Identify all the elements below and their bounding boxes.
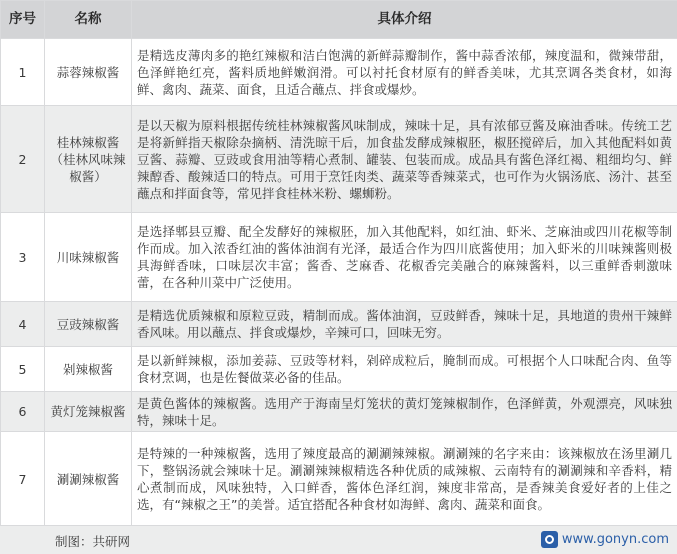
row-description: 是特辣的一种辣椒酱，选用了辣度最高的涮涮辣辣椒。涮涮辣的名字来由：该辣椒放在汤里涮几下，整锅汤就会辣味十足。涮涮辣辣椒精选各种优质的咸辣椒、云南特有的涮涮辣和辛香料，精心煮制而成，风味独特，入口鲜香，酱体色泽红润，辣度非常高，是香辣美食爱好者的上佳之选，有“辣椒之王”的美誉。适宜搭配各种食材如海鲜、禽肉、蔬菜和面食。 <box>132 432 677 527</box>
row-index: 1 <box>1 39 45 106</box>
row-description: 是黄色酱体的辣椒酱。选用产于海南呈灯笼状的黄灯笼辣椒制作，色泽鲜黄，外观漂亮，风味独特，辣味十足。 <box>132 392 677 432</box>
row-name: 桂林辣椒酱（桂林风味辣椒酱） <box>45 106 132 213</box>
row-index: 2 <box>1 106 45 213</box>
row-name: 黄灯笼辣椒酱 <box>45 392 132 432</box>
table-row <box>1 347 677 392</box>
row-description: 是选择郫县豆瓣、配全发酵好的辣椒胚，加入其他配料，如红油、虾米、芝麻油或四川花椒等制作而成。加入浓香红油的酱体油润有光泽，最适合作为四川底酱使用；加入虾米的川味辣酱则极具海鲜香味，口味层次丰富；酱香、芝麻香、花椒香完美融合的麻辣酱料，以三重鲜香刺激味蕾，在各种川菜中广泛使用。 <box>132 213 677 302</box>
header-name: 名称 <box>45 1 132 39</box>
row-name: 豆豉辣椒酱 <box>45 302 132 347</box>
table-row <box>1 392 677 432</box>
row-description: 是以天椒为原料根据传统桂林辣椒酱风味制成，辣味十足，具有浓郁豆酱及麻油香味。传统工艺是将新鲜指天椒除杂摘柄、清洗晾干后，加食盐发酵成辣椒胚，椒胚搅碎后，加入其他配料如黄豆酱、蒜瓣、豆豉或食用油等精心煮制、罐装、包装而成。成品具有酱色泽红褐、粗细均匀、鲜辣醇香、酸辣适口的特点。可用于烹饪肉类、蔬菜等香辣菜式，也可作为火锅汤底、汤汁、甚至蘸点和拌面食等，常见拌食桂林米粉、螺蛳粉。 <box>132 106 677 213</box>
row-description: 是精选皮薄肉多的艳红辣椒和洁白饱满的新鲜蒜瓣制作，酱中蒜香浓郁，辣度温和，微辣带甜，色泽鲜艳红亮，酱料质地鲜嫩润滑。可以衬托食材原有的鲜香美味，尤其烹调各类食材，如海鲜、禽肉、蔬菜、面食，且适合蘸点、拌食或爆炒。 <box>132 39 677 106</box>
header-description: 具体介绍 <box>132 1 677 39</box>
website-link[interactable]: www.gonyn.com <box>562 532 669 547</box>
brand-logo[interactable] <box>541 531 669 548</box>
table-row <box>1 432 677 527</box>
table-row <box>1 213 677 302</box>
gonyn-logo-icon <box>541 531 558 548</box>
source-credit: 制图：共研网 <box>55 532 130 550</box>
row-index: 7 <box>1 432 45 527</box>
row-description: 是精选优质辣椒和原粒豆豉，精制而成。酱体油润，豆豉鲜香，辣味十足，具地道的贵州干辣鲜香风味。用以蘸点、拌食或爆炒，辛辣可口，回味无穷。 <box>132 302 677 347</box>
row-index: 4 <box>1 302 45 347</box>
table-row <box>1 302 677 347</box>
table-row <box>1 39 677 106</box>
row-name: 蒜蓉辣椒酱 <box>45 39 132 106</box>
row-index: 3 <box>1 213 45 302</box>
table-header-row <box>1 1 677 39</box>
row-description: 是以新鲜辣椒，添加姜蒜、豆豉等材料，剁碎成粒后，腌制而成。可根据个人口味配合肉、鱼等食材烹调，也是佐餐做菜必备的佳品。 <box>132 347 677 392</box>
row-name: 川味辣椒酱 <box>45 213 132 302</box>
row-name: 剁辣椒酱 <box>45 347 132 392</box>
row-index: 6 <box>1 392 45 432</box>
table-footer <box>0 525 677 554</box>
row-index: 5 <box>1 347 45 392</box>
header-index: 序号 <box>1 1 45 39</box>
row-name: 涮涮辣椒酱 <box>45 432 132 527</box>
table-row <box>1 106 677 213</box>
